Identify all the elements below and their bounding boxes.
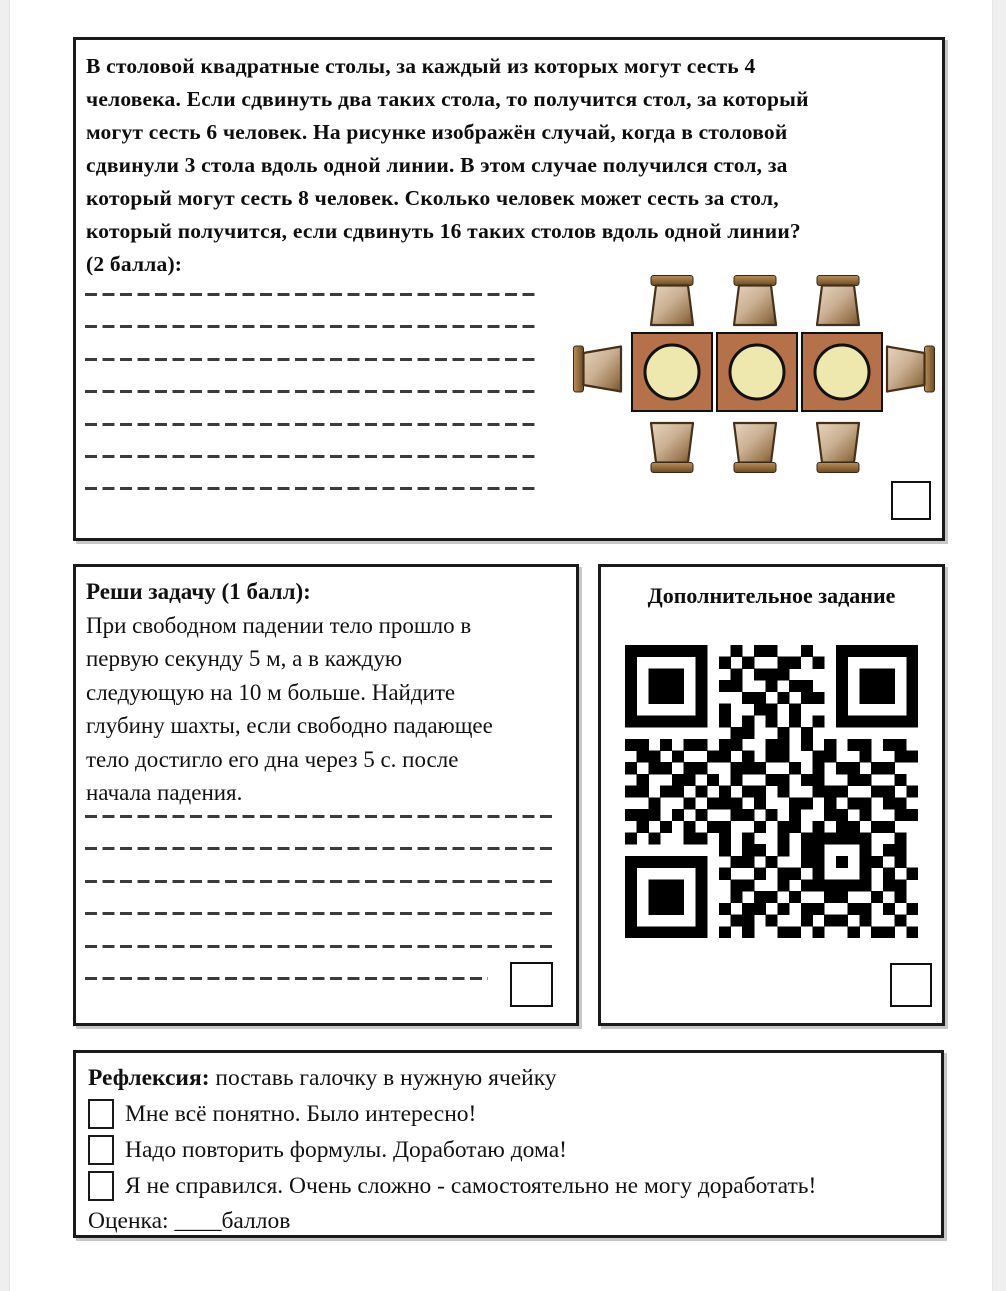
table-top-icon: [631, 332, 713, 412]
problem2-line: начала падения.: [86, 780, 243, 805]
chair-icon: [649, 420, 695, 478]
extra-task-title: Дополнительное задание: [647, 583, 896, 608]
page-left-margin: [0, 0, 10, 1291]
score-label: Оценка: ____баллов: [88, 1208, 291, 1234]
reflection-option-label: Я не справился. Очень сложно - самостоятельно не могу доработать!: [125, 1173, 817, 1199]
chair-icon: [815, 275, 861, 333]
chair-icon: [573, 345, 623, 398]
problem2-line: следующую на 10 м больше. Найдите: [86, 679, 456, 705]
problem2-answer-box[interactable]: [510, 962, 553, 1007]
table-top-icon: [716, 332, 798, 412]
extra-task-box: [598, 564, 945, 1026]
problem1-line: сдвинули 3 стола вдоль одной линии. В этом случае получился стол, за: [86, 153, 788, 177]
extra-task-answer-box[interactable]: [890, 963, 932, 1007]
problem1-box: [73, 37, 945, 541]
problem2-line: При свободном падении тело прошло в: [86, 612, 472, 638]
problem2-box: [73, 564, 579, 1026]
answer-write-line: [85, 487, 537, 490]
chair-icon: [885, 345, 935, 398]
answer-write-line: [85, 423, 537, 426]
problem1-line: В столовой квадратные столы, за каждый из которых могут сесть 4: [86, 54, 756, 78]
qr-code: [625, 645, 918, 938]
answer-write-line: [85, 358, 537, 361]
problem2-line: глубину шахты, если свободно падающее: [86, 713, 493, 738]
problem2-title: Реши задачу (1 балл):: [86, 579, 311, 604]
reflection-box: [73, 1050, 944, 1238]
answer-write-line: [85, 847, 556, 850]
answer-write-line: [85, 880, 556, 883]
reflection-checkbox-3[interactable]: [88, 1171, 114, 1201]
problem2-text: [86, 575, 568, 810]
chair-icon: [732, 420, 778, 478]
problem1-answer-lines: [85, 293, 537, 520]
problem1-line: который получится, если сдвинуть 16 таких столов вдоль одной линии?: [86, 219, 801, 243]
answer-write-line: [85, 293, 537, 296]
problem1-text: [86, 50, 936, 281]
reflection-checkbox-1[interactable]: [88, 1099, 114, 1129]
reflection-title-bold: Рефлексия:: [88, 1065, 210, 1091]
problem1-line: могут сесть 6 человек. На рисунке изображён случай, когда в столовой: [86, 120, 788, 144]
reflection-option-label: Надо повторить формулы. Доработаю дома!: [125, 1137, 567, 1163]
problem1-line: (2 балла):: [86, 252, 183, 276]
problem1-line: человека. Если сдвинуть два таких стола, то получится стол, за который: [86, 87, 809, 111]
plate-icon: [644, 344, 701, 401]
reflection-title: [88, 1060, 931, 1096]
page-right-margin: [992, 0, 1006, 1291]
table-top-icon: [801, 332, 883, 412]
chair-icon: [649, 275, 695, 333]
reflection-option-row: [88, 1132, 931, 1168]
plate-icon: [814, 344, 871, 401]
reflection-content: [88, 1060, 931, 1238]
problem2-answer-lines: [85, 815, 556, 1009]
problem2-line: тело достигло его дна через 5 с. после: [86, 746, 459, 772]
problem1-answer-box[interactable]: [891, 481, 931, 520]
problem1-line: который могут сесть 8 человек. Сколько человек может сесть за стол,: [86, 186, 779, 210]
chair-icon: [732, 275, 778, 333]
answer-write-line: [85, 325, 537, 328]
chair-icon: [815, 420, 861, 478]
reflection-checkbox-2[interactable]: [88, 1135, 114, 1165]
answer-write-line: [85, 945, 556, 948]
problem2-line: первую секунду 5 м, а в каждую: [86, 646, 403, 671]
answer-write-line: [85, 977, 488, 980]
reflection-title-rest: поставь галочку в нужную ячейку: [209, 1065, 557, 1091]
answer-write-line: [85, 390, 537, 393]
plate-icon: [729, 344, 786, 401]
reflection-option-row: [88, 1168, 931, 1204]
answer-write-line: [85, 912, 556, 915]
tables-illustration: [570, 272, 938, 476]
reflection-option-row: [88, 1096, 931, 1132]
answer-write-line: [85, 815, 556, 818]
answer-write-line: [85, 455, 537, 458]
reflection-option-label: Мне всё понятно. Было интересно!: [125, 1101, 477, 1127]
